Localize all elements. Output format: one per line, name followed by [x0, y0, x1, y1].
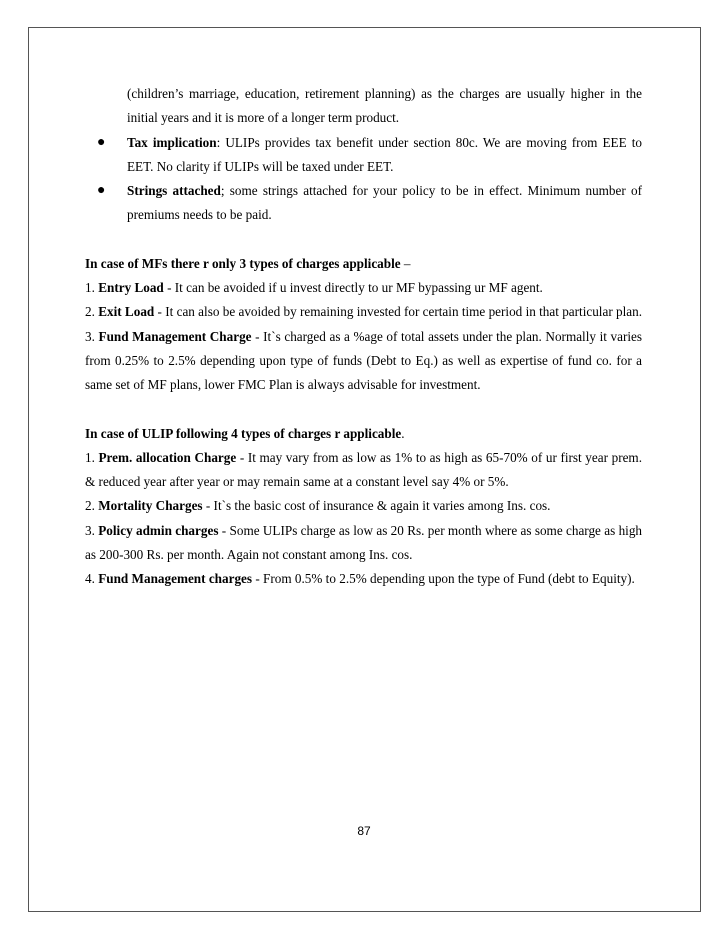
bullet-continuation: (children’s marriage, education, retirement planning) as the charges are usually higher in the initial years and it is more of a longer term product. — [127, 86, 642, 126]
bullet-title: Tax implication — [127, 134, 217, 150]
item-text: - It can be avoided if u invest directly to ur MF bypassing ur MF agent. — [163, 280, 543, 296]
bullet-title: Strings attached — [127, 183, 221, 199]
mf-item — [85, 276, 642, 300]
ulip-item — [85, 446, 642, 495]
item-text: - From 0.5% to 2.5% depending upon the type of Fund (debt to Equity). — [252, 571, 635, 587]
item-title: Entry Load — [98, 280, 164, 296]
item-title: Policy admin charges — [98, 522, 219, 538]
item-title: Mortality Charges — [98, 498, 203, 514]
item-number: 3. — [85, 328, 99, 344]
bullet-dot-icon: ● — [97, 134, 106, 150]
item-text: - It can also be avoided by remaining invested for certain time period in that particular plan. — [154, 304, 643, 320]
item-title: Prem. allocation Charge — [98, 449, 237, 465]
item-text: - It`s charged as a %age of total assets under the plan. Normally it varies from 0.25% to 2.5% depending upon type of funds (Debt to Eq.) as well as expertise of fund co. for a same set of MF plans, lower FMC Plan is always advisable for investment. — [85, 328, 643, 393]
page-content — [85, 82, 642, 592]
item-number: 3. — [85, 522, 99, 538]
item-number: 2. — [85, 304, 99, 320]
item-number: 1. — [85, 449, 99, 465]
mf-heading — [85, 252, 642, 276]
ulip-item — [85, 567, 642, 591]
ulip-item — [85, 494, 642, 518]
page-number: 87 — [357, 824, 371, 838]
bullet-item — [85, 179, 642, 228]
mf-item — [85, 325, 642, 398]
item-text: - It`s the basic cost of insurance & again it varies among Ins. cos. — [202, 498, 551, 514]
item-title: Fund Management Charge — [98, 328, 252, 344]
item-number: 4. — [85, 571, 99, 587]
item-number: 1. — [85, 280, 99, 296]
bullet-text: ULIPs provides tax benefit under section 80c. We are moving from EEE to EET. No clarity if ULIPs will be taxed under EET. — [127, 134, 642, 174]
item-number: 2. — [85, 498, 99, 514]
mf-heading-text: In case of MFs there r only 3 types of charges applicable — [85, 255, 401, 271]
ulip-item — [85, 519, 642, 568]
item-title: Exit Load — [98, 304, 155, 320]
item-text: - Some ULIPs charge as low as 20 Rs. per month where as some charge as high as 200-300 Rs. per month. Again not constant among Ins. cos. — [85, 522, 643, 563]
bullet-text: some strings attached for your policy to be in effect. Minimum number of premiums needs to be paid. — [127, 183, 642, 223]
ulip-heading-text: In case of ULIP following 4 types of charges r applicable — [85, 425, 402, 441]
ulip-heading — [85, 422, 642, 446]
bullet-separator: : — [216, 134, 226, 150]
item-text: - It may vary from as low as 1% to as high as 65-70% of ur first year prem. & reduced year after year or may remain same at a constant level say 4% or 5%. — [85, 449, 642, 490]
item-title: Fund Management charges — [98, 571, 253, 587]
bullet-separator: ; — [220, 183, 230, 199]
mf-item — [85, 300, 642, 324]
bullet-dot-icon: ● — [97, 183, 106, 199]
ulip-heading-suffix: . — [401, 425, 405, 441]
mf-heading-suffix: – — [400, 255, 411, 271]
bullet-item — [85, 131, 642, 180]
